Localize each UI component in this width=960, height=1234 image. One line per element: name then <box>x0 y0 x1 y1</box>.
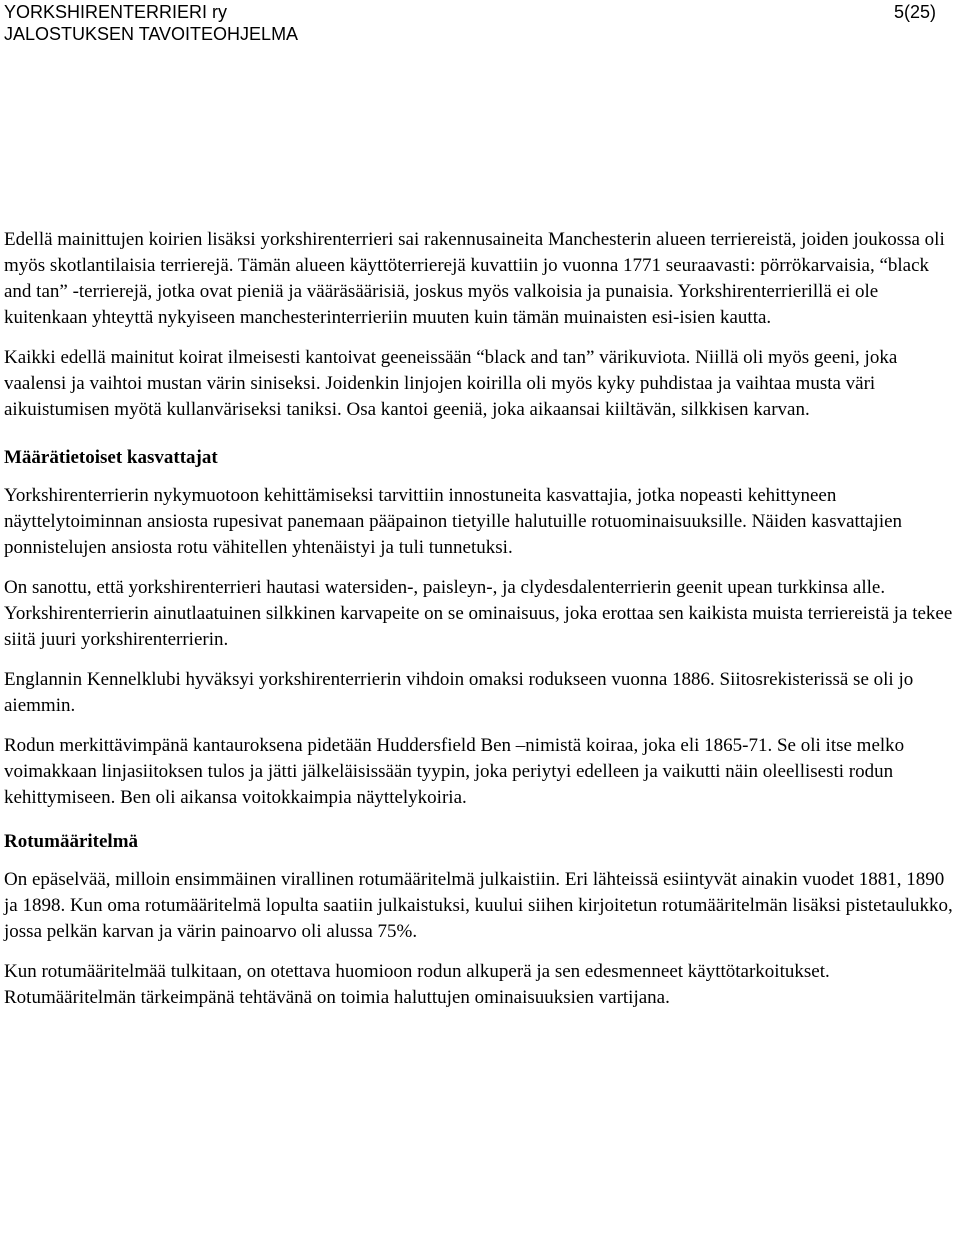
section-heading-rotumaaritelma: Rotumääritelmä <box>4 831 139 852</box>
document-body <box>4 227 956 1025</box>
body-paragraph: On epäselvää, milloin ensimmäinen virallinen rotumääritelmä julkaistiin. Eri lähteissä esiintyvät ainakin vuodet 1881, 1890 ja 1898. Kun oma rotumääritelmä lopulta saatiin julkaistuksi, kuului siihen kirjoitetun rotumääritelmän lisäksi pistetaulukko, jossa pelkän karvan ja värin painoarvo oli alussa 75%. <box>4 869 953 942</box>
page-number: 5(25) <box>893 2 936 22</box>
organization-name: YORKSHIRENTERRIERI ry <box>4 2 228 22</box>
body-paragraph: Englannin Kennelklubi hyväksyi yorkshirenterrierin vihdoin omaksi rodukseen vuonna 1886. Siitosrekisterissä se oli jo aiemmin. <box>4 669 914 716</box>
document-title: JALOSTUKSEN TAVOITEOHJELMA <box>4 24 299 44</box>
body-paragraph: Yorkshirenterrierin nykymuotoon kehittämiseksi tarvittiin innostuneita kasvattajia, jotka nopeasti kehittyneen näyttelytoiminnan ansiosta rupesivat panemaan pääpainon tietyille halutuille rotuominaisuuksille. Näiden kasvattajien ponnistelujen ansiosta rotu vähitellen yhtenäistyi ja tuli tunnetuksi. <box>4 485 903 558</box>
body-paragraph: Rodun merkittävimpänä kantauroksena pidetään Huddersfield Ben –nimistä koiraa, joka eli 1865-71. Se oli itse melko voimakkaan linjasiitoksen tulos ja jätti jälkeläisissään tyypin, joka periytyi edelleen ja vaikutti näin oleellisesti rodun kehittymiseen. Ben oli aikansa voitokkaimpia näyttelykoiria. <box>4 735 905 808</box>
body-paragraph: Edellä mainittujen koirien lisäksi yorkshirenterrieri sai rakennusaineita Manchesterin alueen terriereistä, joiden joukossa oli myös skotlantilaisia terrierejä. Tämän alueen käyttöterrierejä kuvattiin jo vuonna 1771 seuraavasti: pörrökarvaisia, “black and tan” -terrierejä, jotka ovat pieniä ja vääräsäärisiä, joskus myös valkoisia ja punaisia. Yorkshirenterrierillä ei ole kuitenkaan yhteyttä nykyiseen manchesterinterrieriin muuten kuin tämän muinaisten esi-isien kautta. <box>4 229 945 328</box>
section-heading-kasvattajat: Määrätietoiset kasvattajat <box>4 447 218 468</box>
body-paragraph: Kaikki edellä mainitut koirat ilmeisesti kantoivat geeneissään “black and tan” värikuviota. Niillä oli myös geeni, joka vaalensi ja vaihtoi mustan värin siniseksi. Joidenkin linjojen koirilla oli myös kyky puhdistaa ja vaihtaa musta väri aikuistumisen myötä kullanväriseksi taniksi. Osa kantoi geeniä, joka aikaansai kiiltävän, silkkisen karvan. <box>4 347 898 420</box>
body-paragraph: On sanottu, että yorkshirenterrieri hautasi watersiden-, paisleyn-, ja clydesdalenterrierin geenit upean turkkinsa alle. Yorkshirenterrierin ainutlaatuinen silkkinen karvapeite on se ominaisuus, joka erottaa sen kaikista muista terriereistä ja tekee siitä juuri yorkshirenterrierin. <box>4 577 953 650</box>
page-header <box>4 1 936 45</box>
body-paragraph: Kun rotumääritelmää tulkitaan, on otettava huomioon rodun alkuperä ja sen edesmenneet käyttötarkoitukset. Rotumääritelmän tärkeimpänä tehtävänä on toimia haluttujen ominaisuuksien vartijana. <box>4 961 830 1008</box>
document-title-block <box>4 1 936 45</box>
